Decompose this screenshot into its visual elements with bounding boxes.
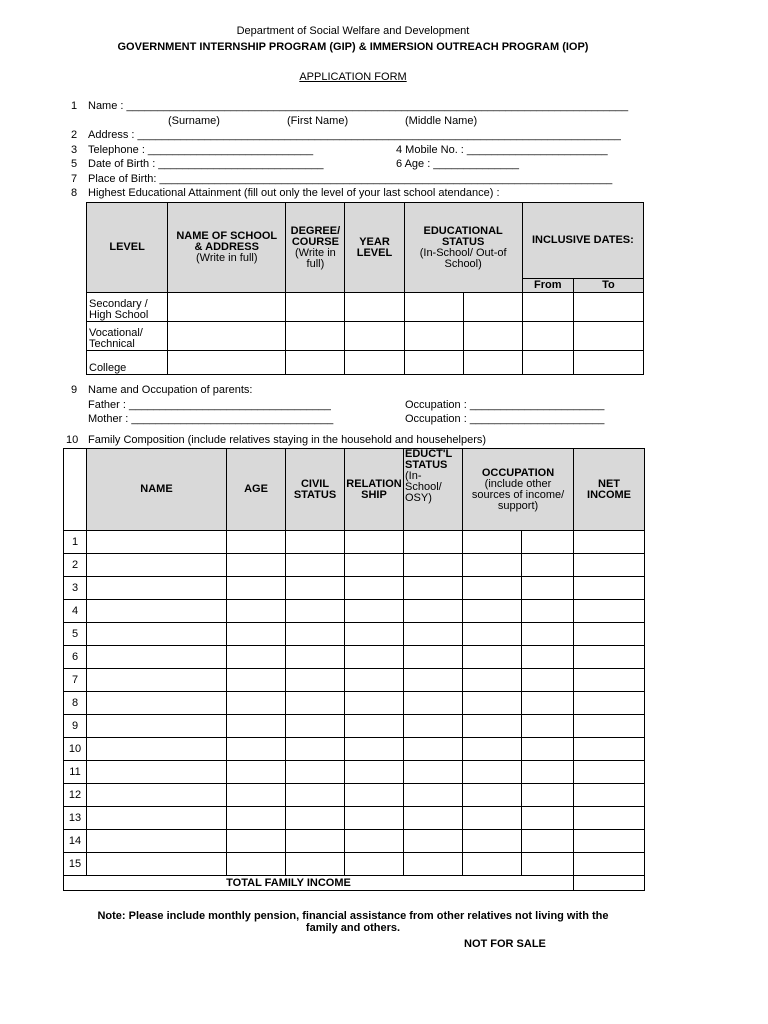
- civil-status-cell[interactable]: [286, 784, 345, 807]
- occupation-cell[interactable]: [463, 531, 522, 554]
- occupation-cell[interactable]: [463, 715, 522, 738]
- civil-status-cell[interactable]: [286, 669, 345, 692]
- family-member-row: [64, 830, 645, 853]
- net-income-cell[interactable]: [574, 738, 645, 761]
- educational-status-cell[interactable]: [404, 807, 463, 830]
- age-field[interactable]: 6 Age : ______________: [396, 158, 519, 170]
- age-cell[interactable]: [227, 554, 286, 577]
- occupation-cell[interactable]: [463, 554, 522, 577]
- program-title: GOVERNMENT INTERNSHIP PROGRAM (GIP) & IMMERSION OUTREACH PROGRAM (IOP): [117, 41, 589, 53]
- row-number: 1: [64, 531, 87, 554]
- status-cell[interactable]: [404, 293, 463, 322]
- to-cell[interactable]: [573, 293, 643, 322]
- civil-status-cell[interactable]: [286, 577, 345, 600]
- educational-status-cell[interactable]: [404, 853, 463, 876]
- item-number-5: 5: [71, 158, 78, 170]
- civil-status-cell[interactable]: [286, 853, 345, 876]
- relationship-cell[interactable]: [345, 715, 404, 738]
- row-number: 4: [64, 600, 87, 623]
- education-row-vocational: [87, 322, 644, 351]
- family-member-row: [64, 738, 645, 761]
- relationship-cell[interactable]: [345, 692, 404, 715]
- row-number: 10: [64, 738, 87, 761]
- age-cell[interactable]: [227, 600, 286, 623]
- age-cell[interactable]: [227, 715, 286, 738]
- net-income-cell[interactable]: [574, 853, 645, 876]
- family-member-row: [64, 761, 645, 784]
- relationship-cell[interactable]: [345, 531, 404, 554]
- net-income-cell[interactable]: [574, 600, 645, 623]
- status-cell[interactable]: [404, 351, 463, 375]
- family-member-row: [64, 669, 645, 692]
- relationship-cell[interactable]: [345, 554, 404, 577]
- occupation-cell[interactable]: [522, 669, 574, 692]
- age-cell[interactable]: [227, 531, 286, 554]
- row-number: 11: [64, 761, 87, 784]
- family-member-row: [64, 554, 645, 577]
- net-income-cell[interactable]: [574, 761, 645, 784]
- occupation-cell[interactable]: [522, 853, 574, 876]
- occupation-cell[interactable]: [522, 692, 574, 715]
- educational-status-cell[interactable]: [404, 623, 463, 646]
- occupation-cell[interactable]: [522, 554, 574, 577]
- occupation-cell[interactable]: [463, 669, 522, 692]
- row-number-header: [64, 449, 87, 531]
- item-number-7: 7: [71, 173, 78, 185]
- occupation-cell[interactable]: [522, 531, 574, 554]
- name-cell[interactable]: [87, 784, 227, 807]
- family-member-row: [64, 807, 645, 830]
- row-number: 6: [64, 646, 87, 669]
- name-cell[interactable]: [87, 738, 227, 761]
- civil-status-cell[interactable]: [286, 738, 345, 761]
- degree-cell[interactable]: [286, 322, 345, 351]
- occupation-cell[interactable]: [463, 646, 522, 669]
- row-number: 3: [64, 577, 87, 600]
- first-name-label: (First Name): [287, 115, 349, 127]
- occupation-cell[interactable]: [522, 577, 574, 600]
- occupation-cell[interactable]: [463, 623, 522, 646]
- education-label: Highest Educational Attainment (fill out only the level of your last school atendance) :: [88, 187, 500, 199]
- status-cell[interactable]: [463, 322, 522, 351]
- school-header: NAME OF SCHOOL & ADDRESS (Write in full): [168, 203, 286, 293]
- educational-status-cell[interactable]: [404, 761, 463, 784]
- name-cell[interactable]: [87, 807, 227, 830]
- name-cell[interactable]: [87, 853, 227, 876]
- name-cell[interactable]: [87, 761, 227, 784]
- net-income-header: NET INCOME: [574, 449, 645, 531]
- school-cell[interactable]: [168, 293, 286, 322]
- year-cell[interactable]: [345, 351, 404, 375]
- mother-occupation-field[interactable]: Occupation : ______________________: [405, 413, 605, 425]
- age-cell[interactable]: [227, 669, 286, 692]
- age-cell[interactable]: [227, 646, 286, 669]
- from-cell[interactable]: [522, 293, 573, 322]
- educational-status-cell[interactable]: [404, 738, 463, 761]
- place-of-birth-field[interactable]: Place of Birth: __________________________________________________________________________: [88, 173, 613, 185]
- educational-status-cell[interactable]: [404, 600, 463, 623]
- name-cell[interactable]: [87, 554, 227, 577]
- occupation-cell[interactable]: [463, 600, 522, 623]
- level-header: LEVEL: [87, 203, 168, 293]
- civil-status-cell[interactable]: [286, 554, 345, 577]
- relationship-cell[interactable]: [345, 830, 404, 853]
- name-cell[interactable]: [87, 692, 227, 715]
- level-cell: College: [87, 351, 168, 375]
- name-cell[interactable]: [87, 577, 227, 600]
- occupation-cell[interactable]: [463, 807, 522, 830]
- family-composition-label: Family Composition (include relatives staying in the household and househelpers): [88, 434, 487, 446]
- family-member-row: [64, 577, 645, 600]
- name-cell[interactable]: [87, 600, 227, 623]
- date-of-birth-field[interactable]: Date of Birth : ___________________________: [88, 158, 324, 170]
- relationship-cell[interactable]: [345, 600, 404, 623]
- civil-status-cell[interactable]: [286, 807, 345, 830]
- education-row-secondary: [87, 293, 644, 322]
- civil-status-cell[interactable]: [286, 531, 345, 554]
- row-number: 13: [64, 807, 87, 830]
- net-income-cell[interactable]: [574, 784, 645, 807]
- family-composition-table: [63, 448, 645, 891]
- name-cell[interactable]: [87, 623, 227, 646]
- from-cell[interactable]: [522, 351, 573, 375]
- age-cell[interactable]: [227, 784, 286, 807]
- civil-status-cell[interactable]: [286, 646, 345, 669]
- row-number: 15: [64, 853, 87, 876]
- occupation-cell[interactable]: [463, 692, 522, 715]
- family-member-row: [64, 646, 645, 669]
- family-member-row: [64, 600, 645, 623]
- educational-status-cell[interactable]: [404, 669, 463, 692]
- relationship-cell[interactable]: [345, 577, 404, 600]
- name-header: NAME: [87, 449, 227, 531]
- occupation-cell[interactable]: [522, 784, 574, 807]
- name-cell[interactable]: [87, 646, 227, 669]
- degree-cell[interactable]: [286, 351, 345, 375]
- mobile-field[interactable]: 4 Mobile No. : _______________________: [396, 144, 608, 156]
- inclusive-dates-header: INCLUSIVE DATES:: [522, 203, 643, 279]
- relationship-cell[interactable]: [345, 784, 404, 807]
- occupation-cell[interactable]: [522, 715, 574, 738]
- educational-status-cell[interactable]: [404, 646, 463, 669]
- occupation-cell[interactable]: [463, 784, 522, 807]
- to-header: To: [573, 279, 643, 293]
- net-income-cell[interactable]: [574, 692, 645, 715]
- civil-status-cell[interactable]: [286, 623, 345, 646]
- row-number: 14: [64, 830, 87, 853]
- age-cell[interactable]: [227, 761, 286, 784]
- civil-status-cell[interactable]: [286, 692, 345, 715]
- parents-label: Name and Occupation of parents:: [88, 384, 253, 396]
- occupation-cell[interactable]: [463, 577, 522, 600]
- family-member-row: [64, 853, 645, 876]
- relationship-cell[interactable]: [345, 807, 404, 830]
- net-income-cell[interactable]: [574, 623, 645, 646]
- name-cell[interactable]: [87, 715, 227, 738]
- year-cell[interactable]: [345, 322, 404, 351]
- net-income-cell[interactable]: [574, 715, 645, 738]
- occupation-cell[interactable]: [522, 600, 574, 623]
- total-family-income-label: TOTAL FAMILY INCOME: [64, 876, 574, 891]
- father-occupation-field[interactable]: Occupation : ______________________: [405, 399, 605, 411]
- telephone-field[interactable]: Telephone : ___________________________: [88, 144, 314, 156]
- educational-status-cell[interactable]: [404, 830, 463, 853]
- net-income-cell[interactable]: [574, 577, 645, 600]
- relationship-cell[interactable]: [345, 669, 404, 692]
- educational-status-cell[interactable]: [404, 784, 463, 807]
- to-cell[interactable]: [573, 351, 643, 375]
- educational-status-cell[interactable]: [404, 692, 463, 715]
- occupation-cell[interactable]: [522, 761, 574, 784]
- relationship-cell[interactable]: [345, 853, 404, 876]
- educational-status-header: EDUCT'L STATUS (In- School/ OSY): [404, 449, 463, 531]
- family-member-row: [64, 531, 645, 554]
- year-level-header: YEAR LEVEL: [345, 203, 404, 293]
- surname-label: (Surname): [168, 115, 220, 127]
- name-cell[interactable]: [87, 531, 227, 554]
- occupation-cell[interactable]: [463, 830, 522, 853]
- net-income-cell[interactable]: [574, 554, 645, 577]
- row-number: 5: [64, 623, 87, 646]
- occupation-cell[interactable]: [522, 807, 574, 830]
- occupation-cell[interactable]: [463, 738, 522, 761]
- status-cell[interactable]: [463, 351, 522, 375]
- row-number: 2: [64, 554, 87, 577]
- occupation-cell[interactable]: [463, 853, 522, 876]
- occupation-cell[interactable]: [522, 738, 574, 761]
- relationship-cell[interactable]: [345, 646, 404, 669]
- year-cell[interactable]: [345, 293, 404, 322]
- age-cell[interactable]: [227, 623, 286, 646]
- level-cell: Vocational/ Technical: [87, 322, 168, 351]
- father-field[interactable]: Father : _________________________________: [88, 399, 331, 411]
- age-cell[interactable]: [227, 692, 286, 715]
- middle-name-label: (Middle Name): [405, 115, 478, 127]
- family-member-row: [64, 692, 645, 715]
- net-income-cell[interactable]: [574, 807, 645, 830]
- civil-status-cell[interactable]: [286, 715, 345, 738]
- form-title: APPLICATION FORM: [299, 71, 407, 83]
- civil-status-cell[interactable]: [286, 830, 345, 853]
- age-header: AGE: [227, 449, 286, 531]
- educational-status-cell[interactable]: [404, 554, 463, 577]
- family-member-row: [64, 784, 645, 807]
- school-cell[interactable]: [168, 351, 286, 375]
- row-number: 8: [64, 692, 87, 715]
- educational-status-cell[interactable]: [404, 577, 463, 600]
- to-cell[interactable]: [573, 322, 643, 351]
- from-header: From: [522, 279, 573, 293]
- educational-status-cell[interactable]: [404, 715, 463, 738]
- from-cell[interactable]: [522, 322, 573, 351]
- item-number-1: 1: [71, 100, 78, 112]
- item-number-9: 9: [71, 384, 78, 396]
- name-cell[interactable]: [87, 669, 227, 692]
- education-table: [86, 202, 644, 375]
- total-family-income-cell[interactable]: [574, 876, 645, 891]
- department-title: Department of Social Welfare and Development: [236, 25, 470, 37]
- note-text-line-1: Note: Please include monthly pension, financial assistance from other relatives not living with the: [97, 910, 609, 922]
- item-number-10: 10: [66, 434, 79, 446]
- net-income-cell[interactable]: [574, 830, 645, 853]
- educational-status-cell[interactable]: [404, 531, 463, 554]
- total-row: [64, 876, 645, 891]
- net-income-cell[interactable]: [574, 531, 645, 554]
- education-row-college: [87, 351, 644, 375]
- row-number: 7: [64, 669, 87, 692]
- occupation-cell[interactable]: [522, 646, 574, 669]
- civil-status-header: CIVIL STATUS: [286, 449, 345, 531]
- relationship-cell[interactable]: [345, 623, 404, 646]
- item-number-8: 8: [71, 187, 78, 199]
- status-cell[interactable]: [404, 322, 463, 351]
- occupation-cell[interactable]: [522, 830, 574, 853]
- status-cell[interactable]: [463, 293, 522, 322]
- relationship-cell[interactable]: [345, 761, 404, 784]
- level-cell: Secondary / High School: [87, 293, 168, 322]
- net-income-cell[interactable]: [574, 646, 645, 669]
- row-number: 12: [64, 784, 87, 807]
- school-cell[interactable]: [168, 322, 286, 351]
- row-number: 9: [64, 715, 87, 738]
- age-cell[interactable]: [227, 830, 286, 853]
- occupation-header: OCCUPATION (include other sources of income/ support): [463, 449, 574, 531]
- age-cell[interactable]: [227, 577, 286, 600]
- net-income-cell[interactable]: [574, 669, 645, 692]
- occupation-cell[interactable]: [463, 761, 522, 784]
- name-cell[interactable]: [87, 830, 227, 853]
- item-number-2: 2: [71, 129, 78, 141]
- civil-status-cell[interactable]: [286, 600, 345, 623]
- address-field[interactable]: Address : _______________________________________________________________________________: [88, 129, 621, 141]
- relationship-cell[interactable]: [345, 738, 404, 761]
- relationship-header: RELATION SHIP: [345, 449, 404, 531]
- degree-header: DEGREE/ COURSE (Write in full): [286, 203, 345, 293]
- family-member-row: [64, 623, 645, 646]
- age-cell[interactable]: [227, 807, 286, 830]
- family-member-row: [64, 715, 645, 738]
- name-field[interactable]: Name : __________________________________________________________________________________: [88, 100, 629, 112]
- item-number-3: 3: [71, 144, 78, 156]
- civil-status-cell[interactable]: [286, 761, 345, 784]
- occupation-cell[interactable]: [522, 623, 574, 646]
- mother-field[interactable]: Mother : _________________________________: [88, 413, 334, 425]
- educational-status-header: EDUCATIONAL STATUS (In-School/ Out-of School): [404, 203, 522, 293]
- age-cell[interactable]: [227, 853, 286, 876]
- note-text-line-2: family and others.: [305, 922, 401, 934]
- age-cell[interactable]: [227, 738, 286, 761]
- not-for-sale-label: NOT FOR SALE: [464, 938, 546, 950]
- degree-cell[interactable]: [286, 293, 345, 322]
